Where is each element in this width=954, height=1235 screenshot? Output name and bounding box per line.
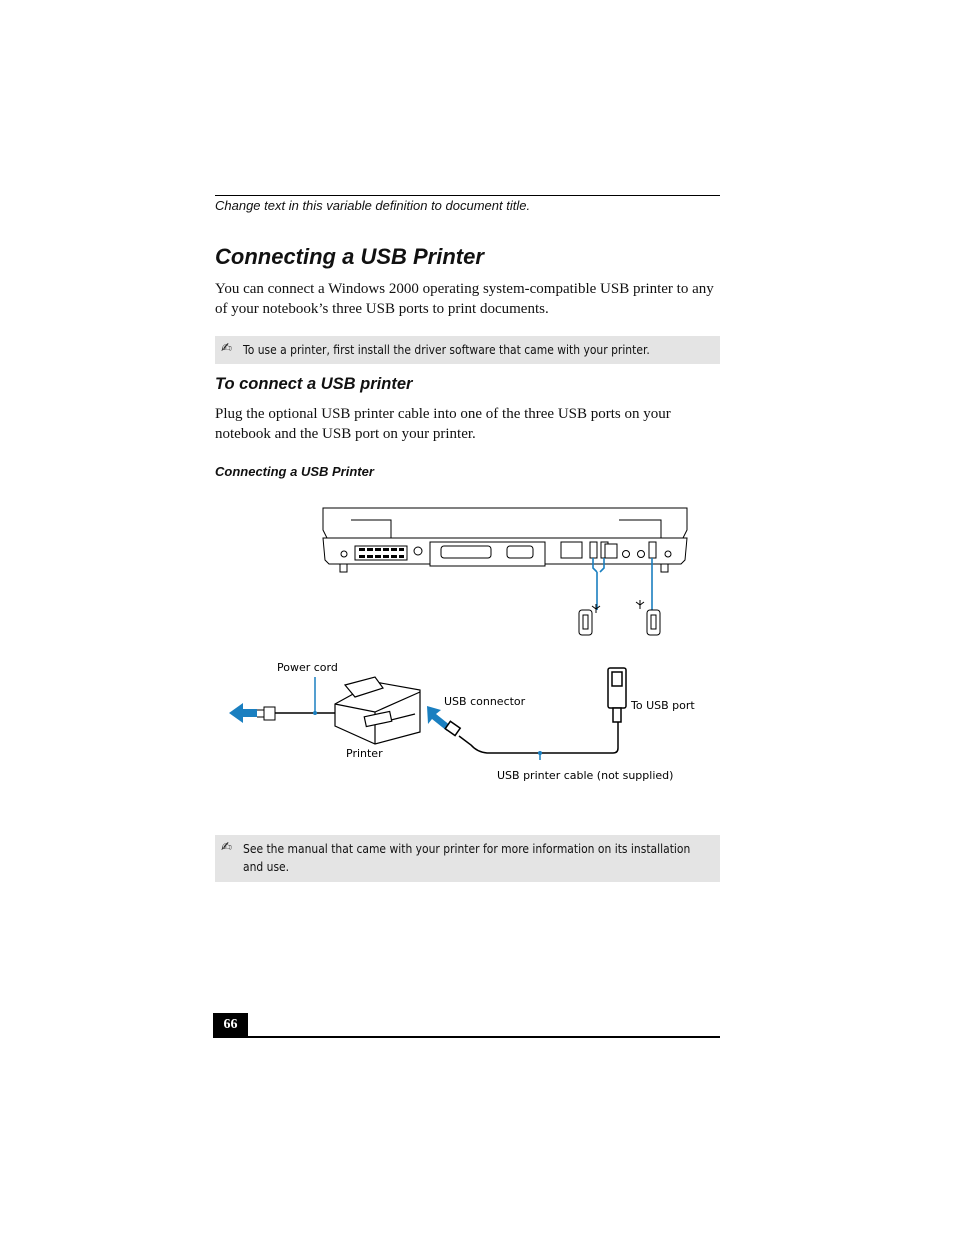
usb-cable: [445, 668, 626, 760]
usb-symbol-icon: [592, 600, 644, 613]
footer-rule: [213, 1036, 720, 1038]
power-cord-label: Power cord: [277, 661, 338, 674]
page-number: 66: [213, 1013, 248, 1036]
usb-printer-diagram: [215, 500, 715, 800]
to-usb-port-label: To USB port: [631, 699, 695, 712]
usb-connector-label: USB connector: [444, 695, 526, 708]
cable-label: USB printer cable (not supplied): [497, 769, 674, 782]
procedure-paragraph: Plug the optional USB printer cable into one of the three USB ports on your notebook and the USB port on your printer.: [215, 406, 671, 442]
printer-label: Printer: [346, 747, 383, 760]
pen-note-icon: ✍: [221, 840, 232, 855]
usb-port-icons: [579, 610, 660, 635]
pen-note-icon: ✍: [221, 341, 232, 356]
note-text-2: See the manual that came with your printer for more information on its installation and use.: [243, 841, 691, 874]
intro-paragraph: You can connect a Windows 2000 operating system-compatible USB printer to any of your notebook’s three USB ports to print documents.: [215, 281, 714, 317]
note-text: To use a printer, first install the driver software that came with your printer.: [243, 342, 650, 357]
running-header: Change text in this variable definition to document title.: [215, 198, 531, 213]
notebook-rear-panel: [323, 508, 687, 572]
printer-illustration: [335, 677, 420, 744]
header-rule: [215, 195, 720, 196]
procedure-heading: To connect a USB printer: [215, 375, 413, 393]
power-cord: [229, 677, 335, 723]
note-box: [215, 336, 720, 364]
section-title: Connecting a USB Printer: [215, 244, 484, 269]
figure-caption: Connecting a USB Printer: [215, 464, 374, 479]
note-box-2: [215, 835, 720, 882]
